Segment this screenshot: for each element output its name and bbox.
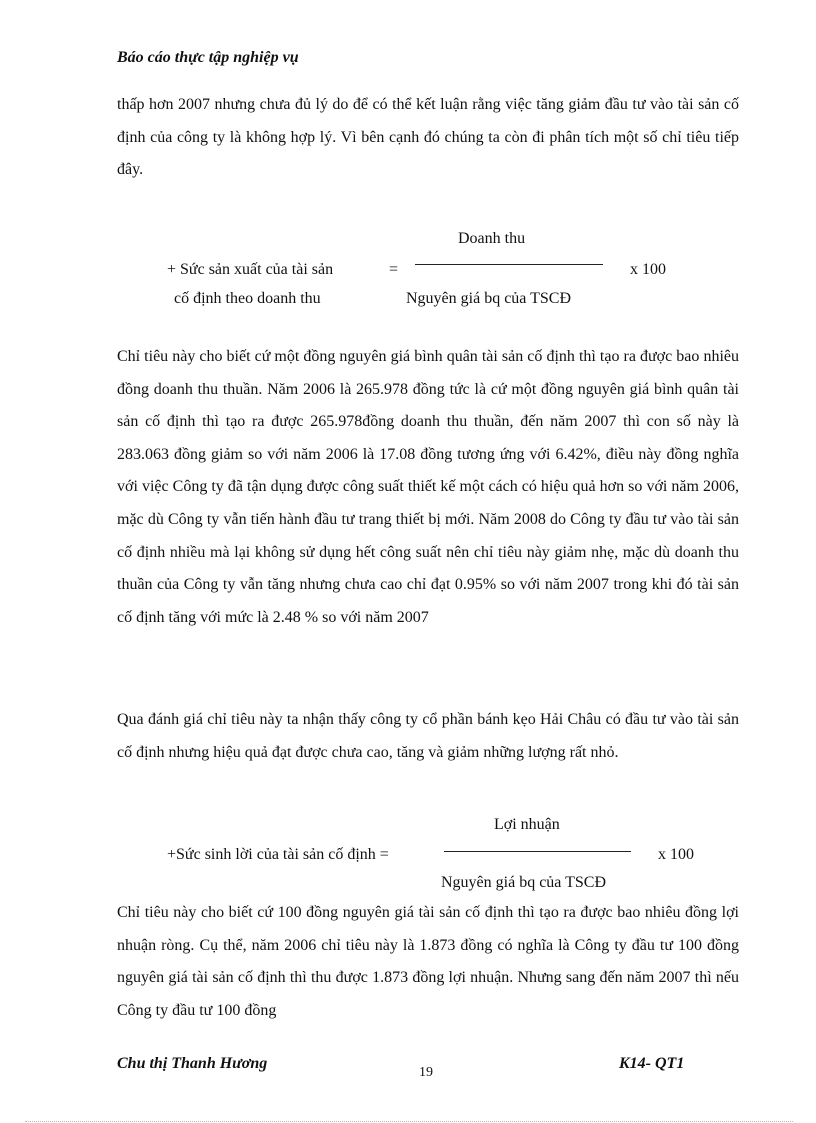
paragraph-profit-analysis: Chỉ tiêu này cho biết cứ 100 đồng nguyên giá tài sản cố định thì tạo ra được bao nhiêu đồng lợi nhuận ròng. Cụ thể, năm 2006 chỉ tiêu này là 1.873 đồng có nghĩa là Công ty đầu tư 100 đồng nguyên giá tài sản cố định thì thu được 1.873 đồng lợi nhuận. Nhưng sang đến năm 2007 thì nếu Công ty đầu tư 100 đồng	[117, 904, 739, 1019]
formula1-multiplier: x 100	[630, 261, 666, 278]
formula1-numerator: Doanh thu	[458, 230, 526, 247]
paragraph-intro: thấp hơn 2007 nhưng chưa đủ lý do để có thể kết luận rằng việc tăng giảm đầu tư vào tài sản cố định của công ty là không hợp lý. Vì bên cạnh đó chúng ta còn đi phân tích một số chỉ tiêu tiếp đây.	[117, 96, 739, 179]
page-bottom-border	[25, 1121, 793, 1122]
formula2-label: +Sức sinh lời của tài sản cố định =	[167, 846, 389, 863]
paragraph-revenue-analysis: Chỉ tiêu này cho biết cứ một đồng nguyên giá bình quân tài sản cố định thì tạo ra được bao nhiêu đồng doanh thu thuần. Năm 2006 là 265.978 đồng tức là cứ một đồng nguyên giá bình quân tài sản cố định thì tạo ra được 265.978đồng doanh thu thuần, đến năm 2007 thì con số này là 283.063 đồng giảm so với năm 2006 là 17.08 đồng tương ứng với 6.42%, điều này đồng nghĩa với việc Công ty đã tận dụng được công suất thiết kế một cách có hiệu quả hơn so với năm 2006, mặc dù Công ty vẫn tiến hành đầu tư trang thiết bị mới. Năm 2008 do Công ty đầu tư vào tài sản cố định nhiều mà lại không sử dụng hết công suất nên chỉ tiêu này giảm nhẹ, mặc dù doanh thu thuần của Công ty vẫn tăng nhưng chưa cao chỉ đạt 0.95% so với năm 2007 trong khi đó tài sản cố định tăng với mức là 2.48 % so với năm 2007	[117, 348, 739, 626]
formula2-fraction-bar	[444, 851, 631, 852]
formula2-denominator: Nguyên giá bq của TSCĐ	[441, 874, 607, 891]
footer-class-code: K14- QT1	[619, 1055, 685, 1072]
paragraph-evaluation: Qua đánh giá chỉ tiêu này ta nhận thấy công ty cổ phần bánh kẹo Hải Châu có đầu tư vào tài sản cố định nhưng hiệu quả đạt được chưa cao, tăng và giảm những lượng rất nhỏ.	[117, 711, 739, 761]
document-header-title: Báo cáo thực tập nghiệp vụ	[117, 49, 299, 66]
formula1-equals: =	[389, 261, 399, 278]
formula1-label-line1: + Sức sản xuất của tài sản	[167, 261, 334, 278]
footer-author: Chu thị Thanh Hương	[117, 1055, 268, 1072]
formula1-fraction-bar	[415, 264, 603, 265]
formula1-label-line2: cố định theo doanh thu	[174, 290, 321, 307]
formula2-numerator: Lợi nhuận	[494, 816, 560, 833]
page-number: 19	[419, 1065, 433, 1080]
formula1-denominator: Nguyên giá bq của TSCĐ	[406, 290, 572, 307]
formula2-multiplier: x 100	[658, 846, 694, 863]
